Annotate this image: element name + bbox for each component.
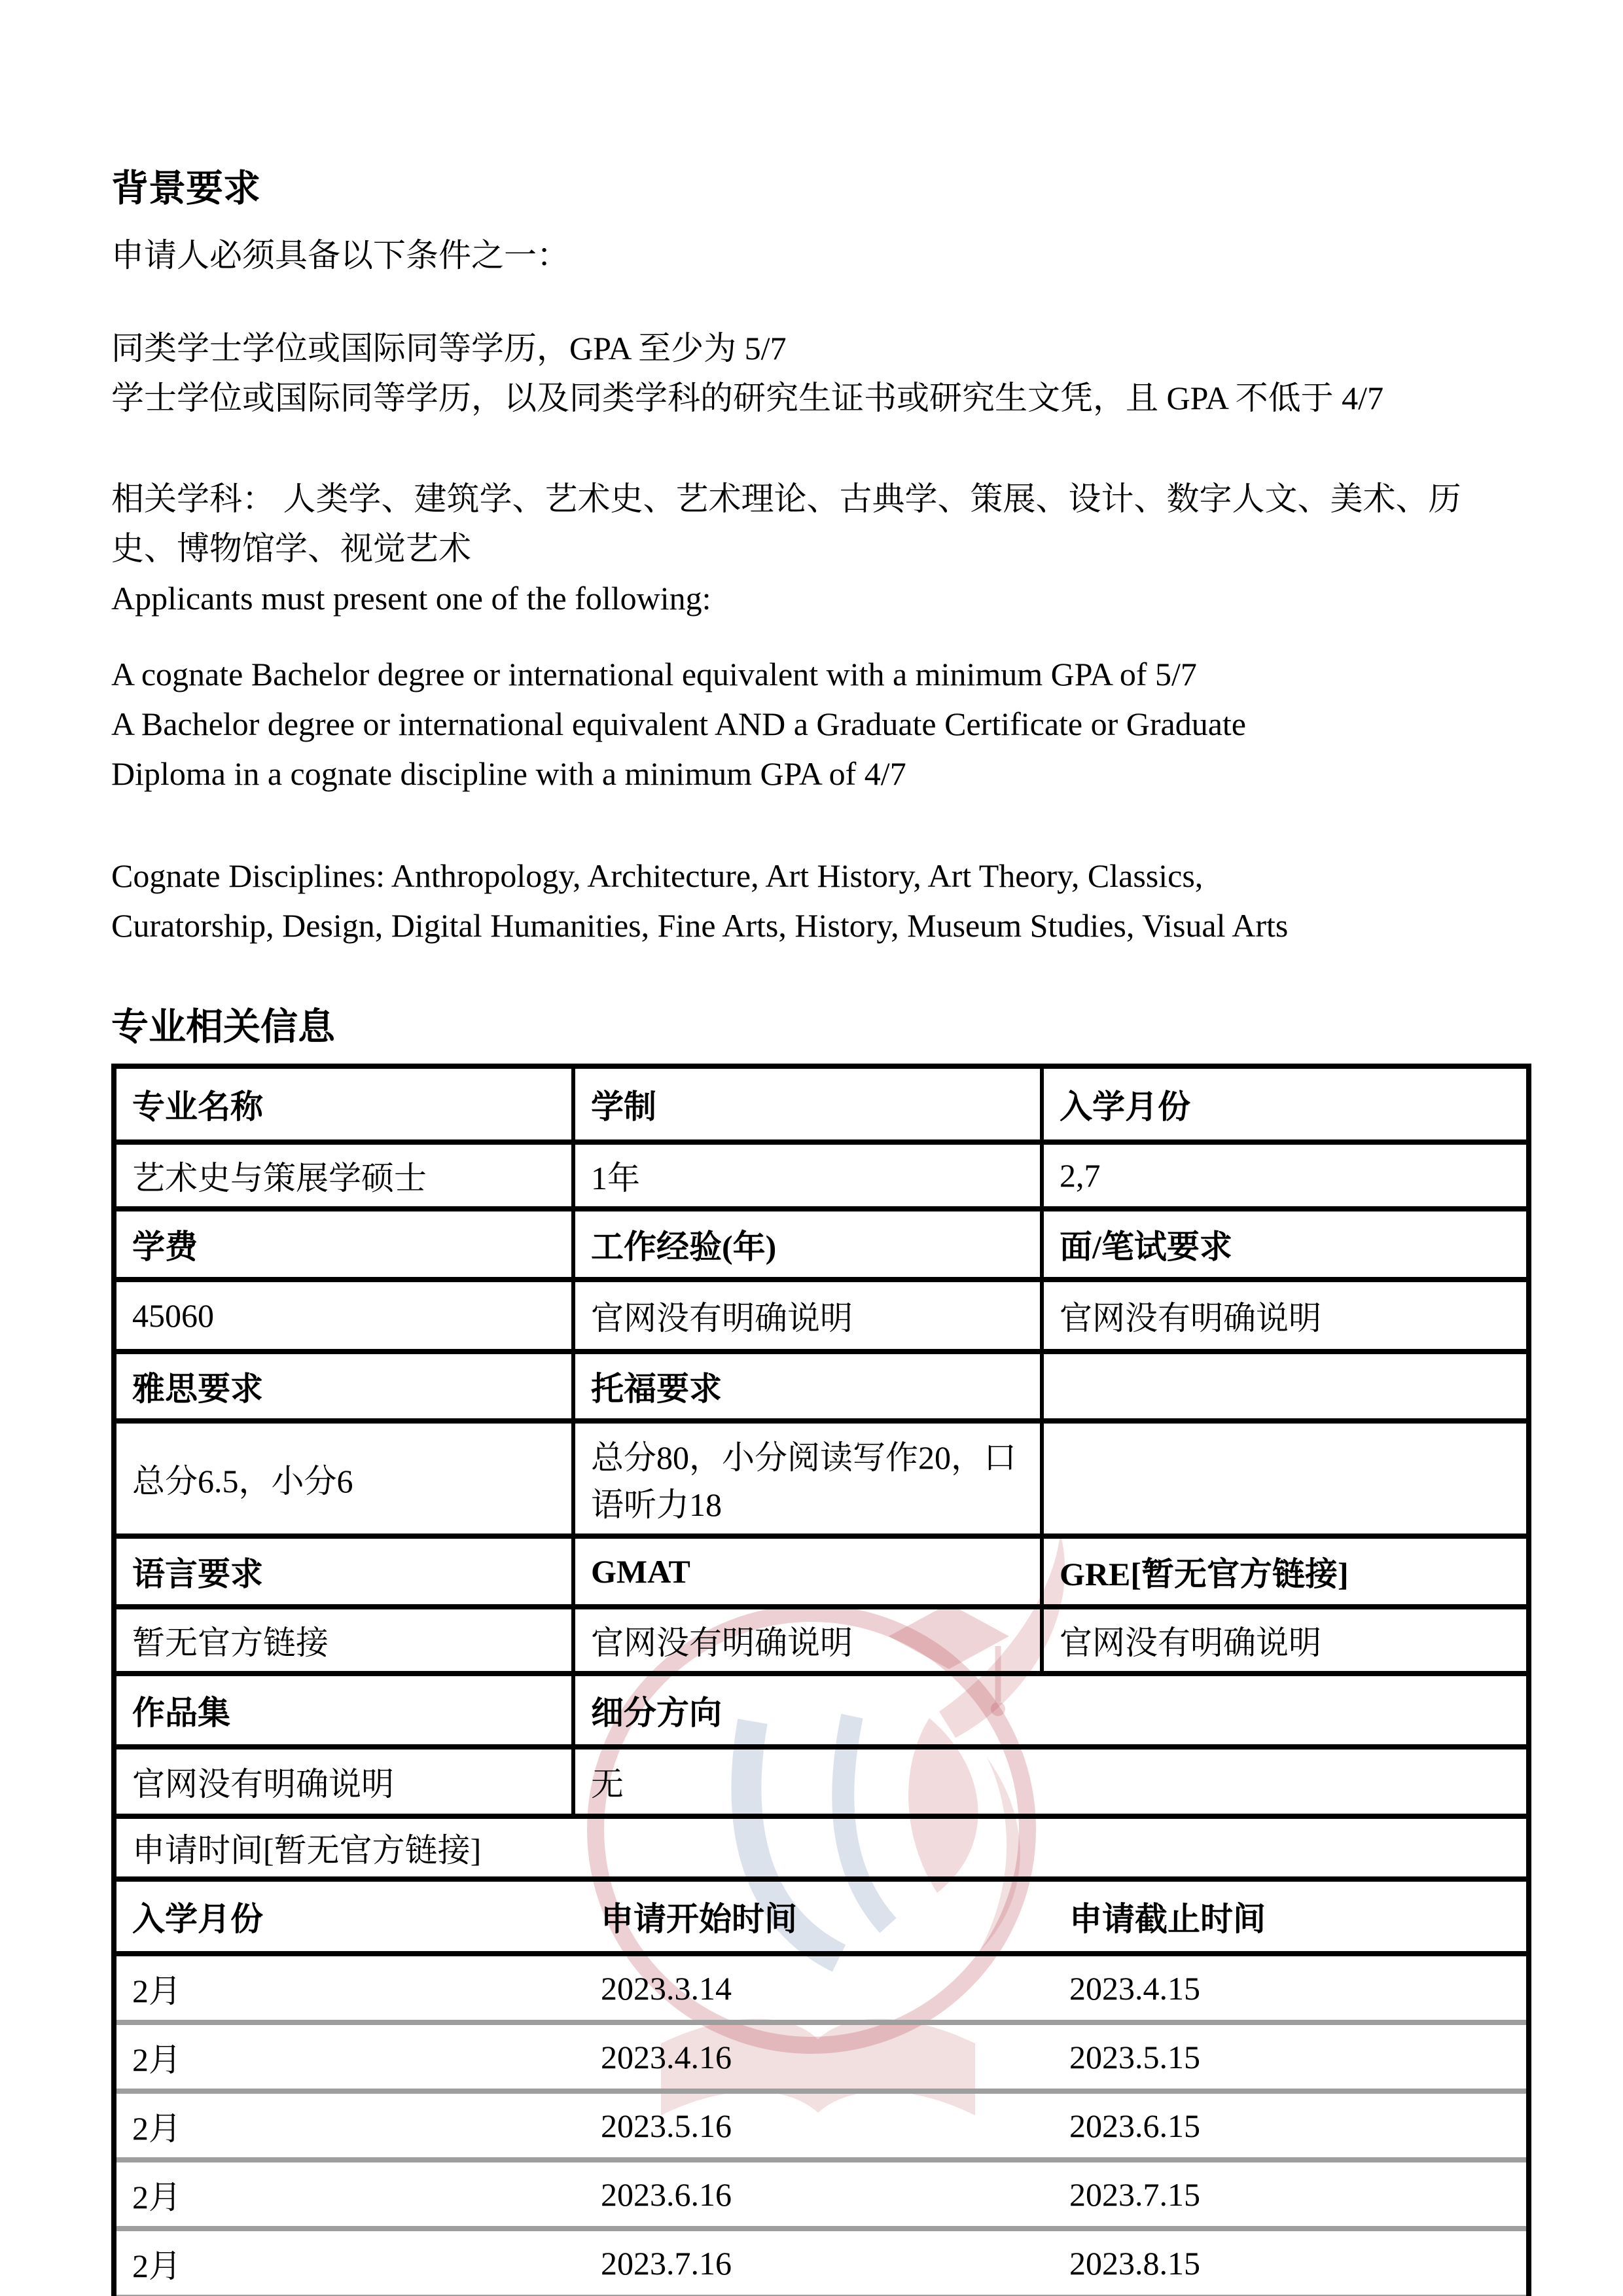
- info-fullwidth-row: [116, 1816, 1526, 1879]
- info-header-row: [116, 1352, 1526, 1421]
- info-cell: 官网没有明确说明: [116, 1747, 573, 1816]
- schedule-cell: 2023.7.16: [601, 2244, 732, 2282]
- info-cell: 2,7: [1060, 1157, 1101, 1194]
- schedule-row: [116, 2229, 1526, 2296]
- schedule-header-cell: 申请截止时间: [1069, 1901, 1266, 1937]
- schedule-header-row: [116, 1882, 1526, 1954]
- text-line: Curatorship, Design, Digital Humanities, Fine Arts, History, Museum Studies, Visual Arts: [111, 907, 1289, 944]
- schedule-cell: 2月: [132, 2041, 181, 2078]
- text-line: Applicants must present one of the following:: [111, 580, 711, 617]
- info-cell: 官网没有明确说明: [1060, 1300, 1321, 1336]
- info-cell: 官网没有明确说明: [573, 1280, 1042, 1352]
- schedule-cell: 2月: [132, 2247, 181, 2284]
- schedule-cell: 2023.3.14: [601, 1969, 732, 2007]
- schedule-header-cell: 入学月份: [132, 1901, 263, 1937]
- info-cell: 暂无官方链接: [116, 1607, 573, 1674]
- info-data-row: [116, 1280, 1526, 1352]
- schedule-row: [116, 2022, 1526, 2091]
- info-header-row: [116, 1674, 1526, 1747]
- schedule-cell: 2023.5.15: [1069, 2038, 1200, 2075]
- document-content: [111, 167, 1531, 2296]
- schedule-cell: 2023.6.15: [1069, 2107, 1200, 2144]
- background-intro-line: 申请人必须具备以下条件之一：: [111, 237, 569, 274]
- schedule-cell: 2023.5.16: [601, 2107, 732, 2144]
- info-header-cell: [1042, 1352, 1526, 1421]
- paragraph-disciplines-en: [111, 851, 1531, 950]
- text-line: A cognate Bachelor degree or international equivalent with a minimum GPA of 5/7: [111, 656, 1197, 692]
- program-info-table: [111, 1064, 1531, 2296]
- schedule-cell: 2023.7.15: [1069, 2176, 1200, 2213]
- info-header-cell: 专业名称: [116, 1069, 573, 1142]
- schedule-cell: 2月: [132, 2109, 181, 2147]
- info-header-cell: 学制: [573, 1069, 1042, 1142]
- paragraph-degree-cn: [111, 323, 1531, 423]
- schedule-cell: 2023.8.15: [1069, 2244, 1200, 2282]
- info-cell: 官网没有明确说明: [573, 1607, 1042, 1674]
- schedule-cell: 2月: [132, 1972, 181, 2009]
- paragraph-degree-en: [111, 649, 1531, 798]
- schedule-cell: 2023.4.16: [601, 2038, 732, 2075]
- info-data-row: [116, 1142, 1526, 1209]
- schedule-table: [116, 1882, 1526, 2296]
- info-header-cell: 细分方向: [591, 1695, 722, 1731]
- info-header-cell: 工作经验(年): [573, 1209, 1042, 1280]
- section-heading-background: 背景要求: [111, 168, 260, 209]
- info-cell: 1年: [573, 1142, 1042, 1209]
- text-line: 史、博物馆学、视觉艺术: [111, 530, 471, 567]
- info-header-cell: 学费: [116, 1209, 573, 1280]
- info-cell: 艺术史与策展学硕士: [116, 1142, 573, 1209]
- schedule-cell: 2月: [132, 2178, 181, 2215]
- info-header-row: [116, 1069, 1526, 1142]
- info-cell: 官网没有明确说明: [1060, 1624, 1321, 1661]
- text-line: 学士学位或国际同等学历，以及同类学科的研究生证书或研究生文凭，且 GPA 不低于 4/7: [111, 380, 1384, 416]
- info-header-row: [116, 1536, 1526, 1607]
- schedule-row: [116, 1954, 1526, 2022]
- info-header-row: [116, 1209, 1526, 1280]
- info-header-cell: GMAT: [573, 1536, 1042, 1607]
- info-header-cell: 面/笔试要求: [1060, 1229, 1232, 1265]
- info-header-cell: 语言要求: [116, 1536, 573, 1607]
- info-cell: 总分80，小分阅读写作20，口语听力18: [573, 1421, 1042, 1536]
- info-cell: 45060: [116, 1280, 573, 1352]
- section-heading-program: 专业相关信息: [111, 1007, 335, 1048]
- info-table: [116, 1069, 1526, 1882]
- text-line: Cognate Disciplines: Anthropology, Architecture, Art History, Art Theory, Classics,: [111, 857, 1204, 894]
- info-data-row: [116, 1747, 1526, 1816]
- schedule-cell: 2023.6.16: [601, 2176, 732, 2213]
- schedule-header-cell: 申请开始时间: [601, 1901, 797, 1937]
- info-header-cell: 托福要求: [573, 1352, 1042, 1421]
- text-line: A Bachelor degree or international equivalent AND a Graduate Certificate or Graduate: [111, 706, 1246, 742]
- schedule-row: [116, 2091, 1526, 2160]
- apply-time-cell: 申请时间[暂无官方链接]: [132, 1832, 482, 1869]
- text-line: 同类学士学位或国际同等学历，GPA 至少为 5/7: [111, 330, 787, 367]
- info-header-cell: 入学月份: [1060, 1088, 1190, 1125]
- text-line: 相关学科： 人类学、建筑学、艺术史、艺术理论、古典学、策展、设计、数字人文、美术、历: [111, 480, 1461, 517]
- info-header-cell: GRE[暂无官方链接]: [1060, 1556, 1349, 1592]
- schedule-row: [116, 2160, 1526, 2229]
- info-cell: [1042, 1421, 1526, 1536]
- info-cell: 总分6.5，小分6: [116, 1421, 573, 1536]
- schedule-cell: 2023.4.15: [1069, 1969, 1200, 2007]
- paragraph-disciplines-cn: [111, 474, 1531, 623]
- info-header-cell: 雅思要求: [116, 1352, 573, 1421]
- info-data-row: [116, 1607, 1526, 1674]
- text-line: Diploma in a cognate discipline with a minimum GPA of 4/7: [111, 755, 906, 792]
- info-cell: 无: [591, 1766, 624, 1803]
- info-header-cell: 作品集: [116, 1674, 573, 1747]
- info-data-row: [116, 1421, 1526, 1536]
